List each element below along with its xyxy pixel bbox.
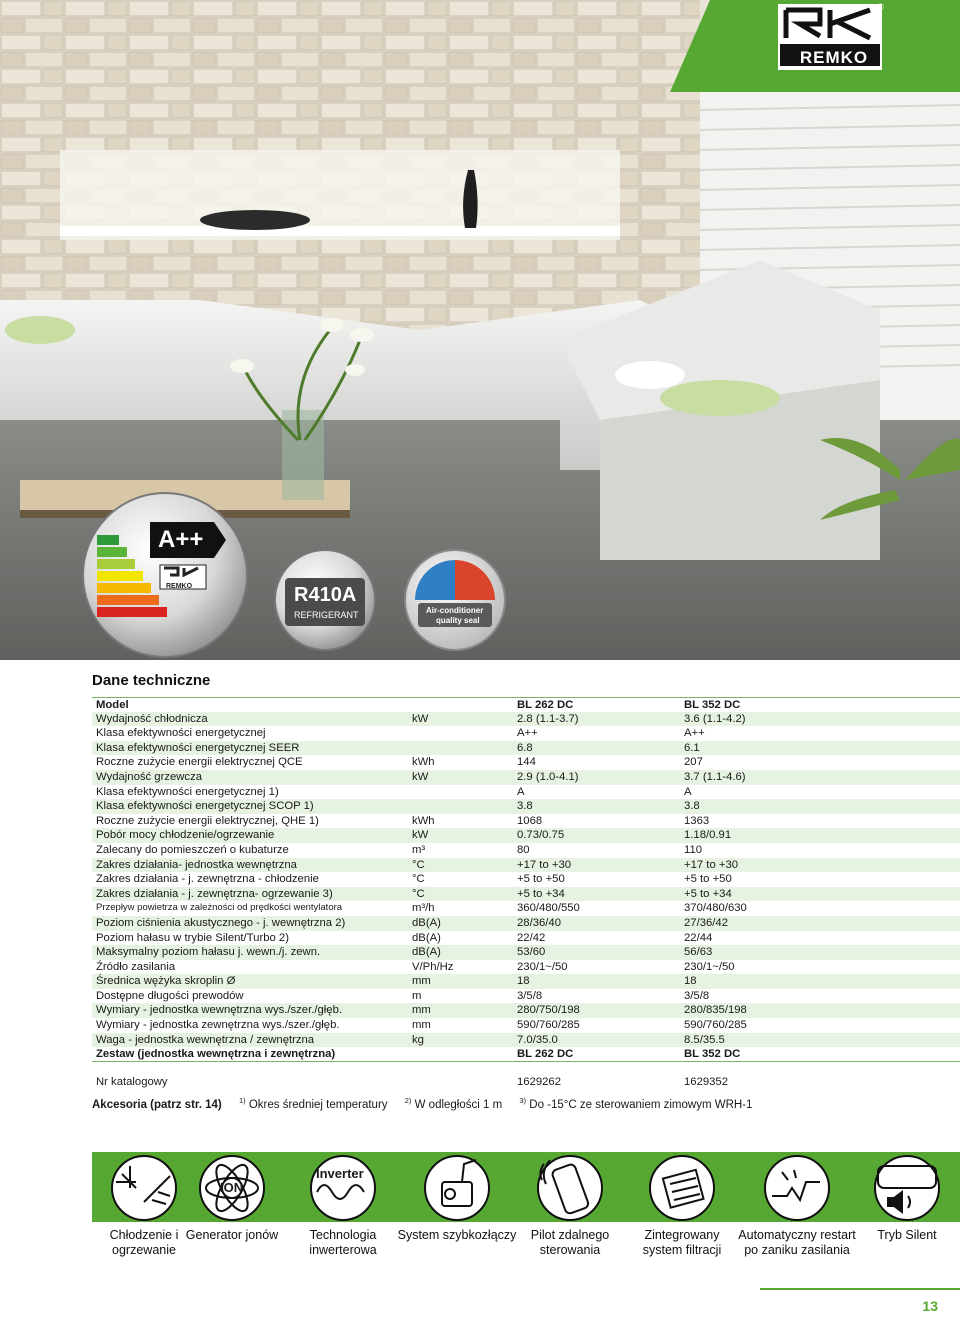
cell-v2: 8.5/35.5 <box>684 1033 725 1046</box>
cell-v1: 1068 <box>517 814 543 827</box>
catalog-row <box>92 1076 960 1091</box>
feature-label-line2: system filtracji <box>642 1243 722 1257</box>
cell-label: Wydajność chłodnicza <box>96 712 208 725</box>
feature-label-line2: po zaniku zasilania <box>744 1243 850 1257</box>
footnote-2: W odległości 1 m <box>414 1098 503 1111</box>
header-model: Model <box>96 699 129 711</box>
feature-icon-band <box>92 1152 960 1222</box>
cell-unit: kWh <box>412 814 435 827</box>
cell-unit: dB(A) <box>412 931 441 944</box>
ion-label-text: ION <box>220 1180 244 1195</box>
silent-mode-icon <box>875 1156 939 1220</box>
feature-label-line1: Zintegrowany <box>644 1228 720 1242</box>
cell-v1: A <box>517 785 525 798</box>
feature-label-line1: System szybkozłączy <box>397 1228 517 1242</box>
cell-v1: 80 <box>517 843 530 856</box>
cell-label: Zalecany do pomieszczeń o kubaturze <box>96 843 289 856</box>
cell-label: Zakres działania - j. zewnętrzna - chłodzenie <box>96 873 319 886</box>
cell-label: Zakres działania- jednostka wewnętrzna <box>96 858 297 871</box>
cell-v1: 2.8 (1.1-3.7) <box>517 712 579 725</box>
table-row <box>92 945 960 960</box>
catalog-number-2: 1629352 <box>684 1076 728 1088</box>
cell-v1: 280/750/198 <box>517 1004 580 1017</box>
heating-cooling-icon <box>112 1156 176 1220</box>
table-row <box>92 858 960 873</box>
cell-unit: m <box>412 989 422 1002</box>
table-row <box>92 814 960 829</box>
cell-v1: 3.8 <box>517 800 533 813</box>
bottom-divider <box>760 1288 960 1290</box>
cell-label: Maksymalny poziom hałasu j. wewn./j. zewn. <box>96 946 321 959</box>
cell-v2: +5 to +50 <box>684 873 732 886</box>
cell-unit: mm <box>412 1004 431 1017</box>
feature-label-line2: ogrzewanie <box>112 1243 176 1257</box>
cell-unit: mm <box>412 1019 431 1032</box>
table-row <box>92 785 960 800</box>
cell-v1: +5 to +34 <box>517 887 565 900</box>
footnotes <box>92 1096 752 1111</box>
quality-seal-badge <box>405 550 505 650</box>
cell-unit: kW <box>412 712 429 725</box>
cell-v2: 1.18/0.91 <box>684 829 732 842</box>
cell-label: Wymiary - jednostka wewnętrzna wys./szer./głęb. <box>96 1004 343 1017</box>
cell-unit: kg <box>412 1033 424 1046</box>
table-row <box>92 901 960 916</box>
cell-v2: 280/835/198 <box>684 1004 747 1017</box>
cell-v2: A++ <box>684 727 705 740</box>
cell-unit: °C <box>412 858 425 871</box>
cell-v2: +5 to +34 <box>684 887 732 900</box>
page-number: 13 <box>922 1298 938 1314</box>
feature-label-line1: Chłodzenie i <box>109 1228 179 1242</box>
section-title: Dane techniczne <box>92 672 211 689</box>
set-label: Zestaw (jednostka wewnętrzna i zewnętrzna) <box>96 1048 336 1061</box>
cell-unit: V/Ph/Hz <box>412 960 454 973</box>
table-row <box>92 843 960 858</box>
seal-text-1: Air-conditioner <box>426 606 484 615</box>
cell-v2: 3/5/8 <box>684 989 710 1002</box>
energy-class-badge <box>83 493 247 657</box>
cell-label: Klasa efektywności energetycznej <box>96 727 266 740</box>
footnote-3-mark: 3) <box>519 1096 527 1105</box>
cell-v2: 56/63 <box>684 946 713 959</box>
catalog-label: Nr katalogowy <box>96 1076 168 1088</box>
table-row <box>92 916 960 931</box>
footnote-1-mark: 1) <box>238 1096 246 1105</box>
table-row <box>92 1033 960 1048</box>
cell-v1: 2.9 (1.0-4.1) <box>517 770 579 783</box>
cell-label: Roczne zużycie energii elektrycznej QCE <box>96 756 303 769</box>
feature-label-line1: Tryb Silent <box>877 1228 937 1242</box>
cell-v2: +17 to +30 <box>684 858 739 871</box>
cell-unit: °C <box>412 887 425 900</box>
cell-label: Przepływ powietrza w zależności od prędkości wentylatora <box>96 902 343 914</box>
cell-label: Zakres działania - j. zewnętrzna- ogrzewanie 3) <box>96 887 333 900</box>
cell-label: Wymiary - jednostka zewnętrzna wys./szer./głęb. <box>96 1019 340 1032</box>
table-row <box>92 1018 960 1033</box>
cell-label: Klasa efektywności energetycznej SCOP 1) <box>96 800 314 813</box>
table-row <box>92 974 960 989</box>
inverter-label-text: Inverter <box>316 1166 364 1181</box>
cell-v2: 590/760/285 <box>684 1019 747 1032</box>
cell-v1: 7.0/35.0 <box>517 1033 558 1046</box>
table-row <box>92 931 960 946</box>
cell-v2: 22/44 <box>684 931 713 944</box>
cell-v2: 3.6 (1.1-4.2) <box>684 712 746 725</box>
feature-label <box>617 1228 747 1258</box>
set-model-2: BL 352 DC <box>684 1048 741 1061</box>
cell-label: Źródło zasilania <box>96 960 176 973</box>
table-row <box>92 989 960 1004</box>
table-row <box>92 712 960 727</box>
auto-restart-icon <box>765 1156 829 1220</box>
cell-unit: mm <box>412 975 431 988</box>
table-row <box>92 887 960 902</box>
filter-system-icon <box>650 1156 714 1220</box>
cell-label: Dostępne długości prewodów <box>96 989 244 1002</box>
cell-unit: m³/h <box>412 902 435 915</box>
cell-v2: 3.8 <box>684 800 700 813</box>
table-row <box>92 960 960 975</box>
cell-v1: A++ <box>517 727 538 740</box>
cell-v1: 53/60 <box>517 946 546 959</box>
cell-v2: A <box>684 785 692 798</box>
registered-mark: ® <box>877 2 884 12</box>
energy-brand-text: REMKO <box>166 583 193 590</box>
set-model-1: BL 262 DC <box>517 1048 574 1061</box>
cell-unit: dB(A) <box>412 946 441 959</box>
refrigerant-label: REFRIGERANT <box>294 610 359 620</box>
cell-v2: 3.7 (1.1-4.6) <box>684 770 746 783</box>
feature-label <box>842 1228 960 1243</box>
cell-label: Waga - jednostka wewnętrzna / zewnętrzna <box>96 1033 315 1046</box>
cell-v1: 18 <box>517 975 530 988</box>
cell-v1: +17 to +30 <box>517 858 572 871</box>
table-row <box>92 755 960 770</box>
cell-v1: 22/42 <box>517 931 546 944</box>
table-row <box>92 828 960 843</box>
energy-class-text: A++ <box>158 526 204 553</box>
accessories-link[interactable]: Akcesoria (patrz str. 14) <box>92 1098 222 1111</box>
cell-unit: kW <box>412 829 429 842</box>
cell-v2: 6.1 <box>684 741 700 754</box>
cell-v1: 360/480/550 <box>517 902 580 915</box>
cell-v1: 590/760/285 <box>517 1019 580 1032</box>
feature-label <box>278 1228 408 1258</box>
header-model-2: BL 352 DC <box>684 699 741 711</box>
feature-label-line1: Pilot zdalnego <box>530 1228 610 1242</box>
cell-v2: 230/1~/50 <box>684 960 735 973</box>
footnote-1: Okres średniej temperatury <box>248 1098 388 1111</box>
cell-v2: 1363 <box>684 814 710 827</box>
table-header-row <box>92 697 960 712</box>
feature-label-line2: sterowania <box>539 1243 601 1257</box>
remote-control-icon <box>538 1156 602 1220</box>
cell-label: Poziom hałasu w trybie Silent/Turbo 2) <box>96 931 289 944</box>
set-row <box>92 1047 960 1062</box>
feature-label-line1: Technologia <box>309 1228 377 1242</box>
table-row <box>92 1003 960 1018</box>
cell-v1: 3/5/8 <box>517 989 543 1002</box>
table-row <box>92 770 960 785</box>
cell-label: Roczne zużycie energii elektrycznej, QHE 1) <box>96 814 319 827</box>
cell-v2: 27/36/42 <box>684 916 728 929</box>
seal-text-2: quality seal <box>436 616 480 625</box>
cell-unit: kWh <box>412 756 435 769</box>
cell-label: Klasa efektywności energetycznej 1) <box>96 785 279 798</box>
feature-labels <box>92 1228 960 1268</box>
table-row <box>92 726 960 741</box>
cell-label: Klasa efektywności energetycznej SEER <box>96 741 300 754</box>
logo-band <box>670 0 960 92</box>
cell-v2: 207 <box>684 756 703 769</box>
cell-unit: °C <box>412 873 425 886</box>
cell-v1: 28/36/40 <box>517 916 561 929</box>
table-row <box>92 799 960 814</box>
cell-v2: 18 <box>684 975 697 988</box>
catalog-number-1: 1629262 <box>517 1076 561 1088</box>
cell-unit: kW <box>412 770 429 783</box>
cell-v2: 370/480/630 <box>684 902 747 915</box>
feature-label-line1: Automatyczny restart <box>738 1228 856 1242</box>
cell-label: Średnica wężyka skroplin Ø <box>96 975 236 988</box>
feature-label-line2: inwerterowa <box>309 1243 377 1257</box>
cell-v2: 110 <box>684 843 703 856</box>
table-row <box>92 741 960 756</box>
cell-label: Poziom ciśnienia akustycznego - j. wewnętrzna 2) <box>96 916 346 929</box>
cell-v1: 144 <box>517 756 536 769</box>
cell-v1: 230/1~/50 <box>517 960 568 973</box>
feature-label <box>392 1228 522 1243</box>
cell-unit: m³ <box>412 843 426 856</box>
cell-label: Wydajność grzewcza <box>96 770 203 783</box>
footnote-3: Do -15°C ze sterowaniem zimowym WRH-1 <box>529 1098 753 1111</box>
feature-label-line1: Generator jonów <box>185 1228 279 1242</box>
cell-v1: 0.73/0.75 <box>517 829 565 842</box>
brand-name: REMKO <box>799 48 869 67</box>
refrigerant-name: R410A <box>294 584 357 606</box>
footnote-2-mark: 2) <box>404 1096 412 1105</box>
cell-v1: +5 to +50 <box>517 873 565 886</box>
cell-v1: 6.8 <box>517 741 533 754</box>
cell-unit: dB(A) <box>412 916 441 929</box>
spec-table <box>92 697 960 1062</box>
table-row <box>92 872 960 887</box>
quick-connector-icon <box>425 1156 489 1220</box>
cell-label: Pobór mocy chłodzenie/ogrzewanie <box>96 829 275 842</box>
feature-label <box>505 1228 635 1258</box>
header-model-1: BL 262 DC <box>517 699 574 711</box>
